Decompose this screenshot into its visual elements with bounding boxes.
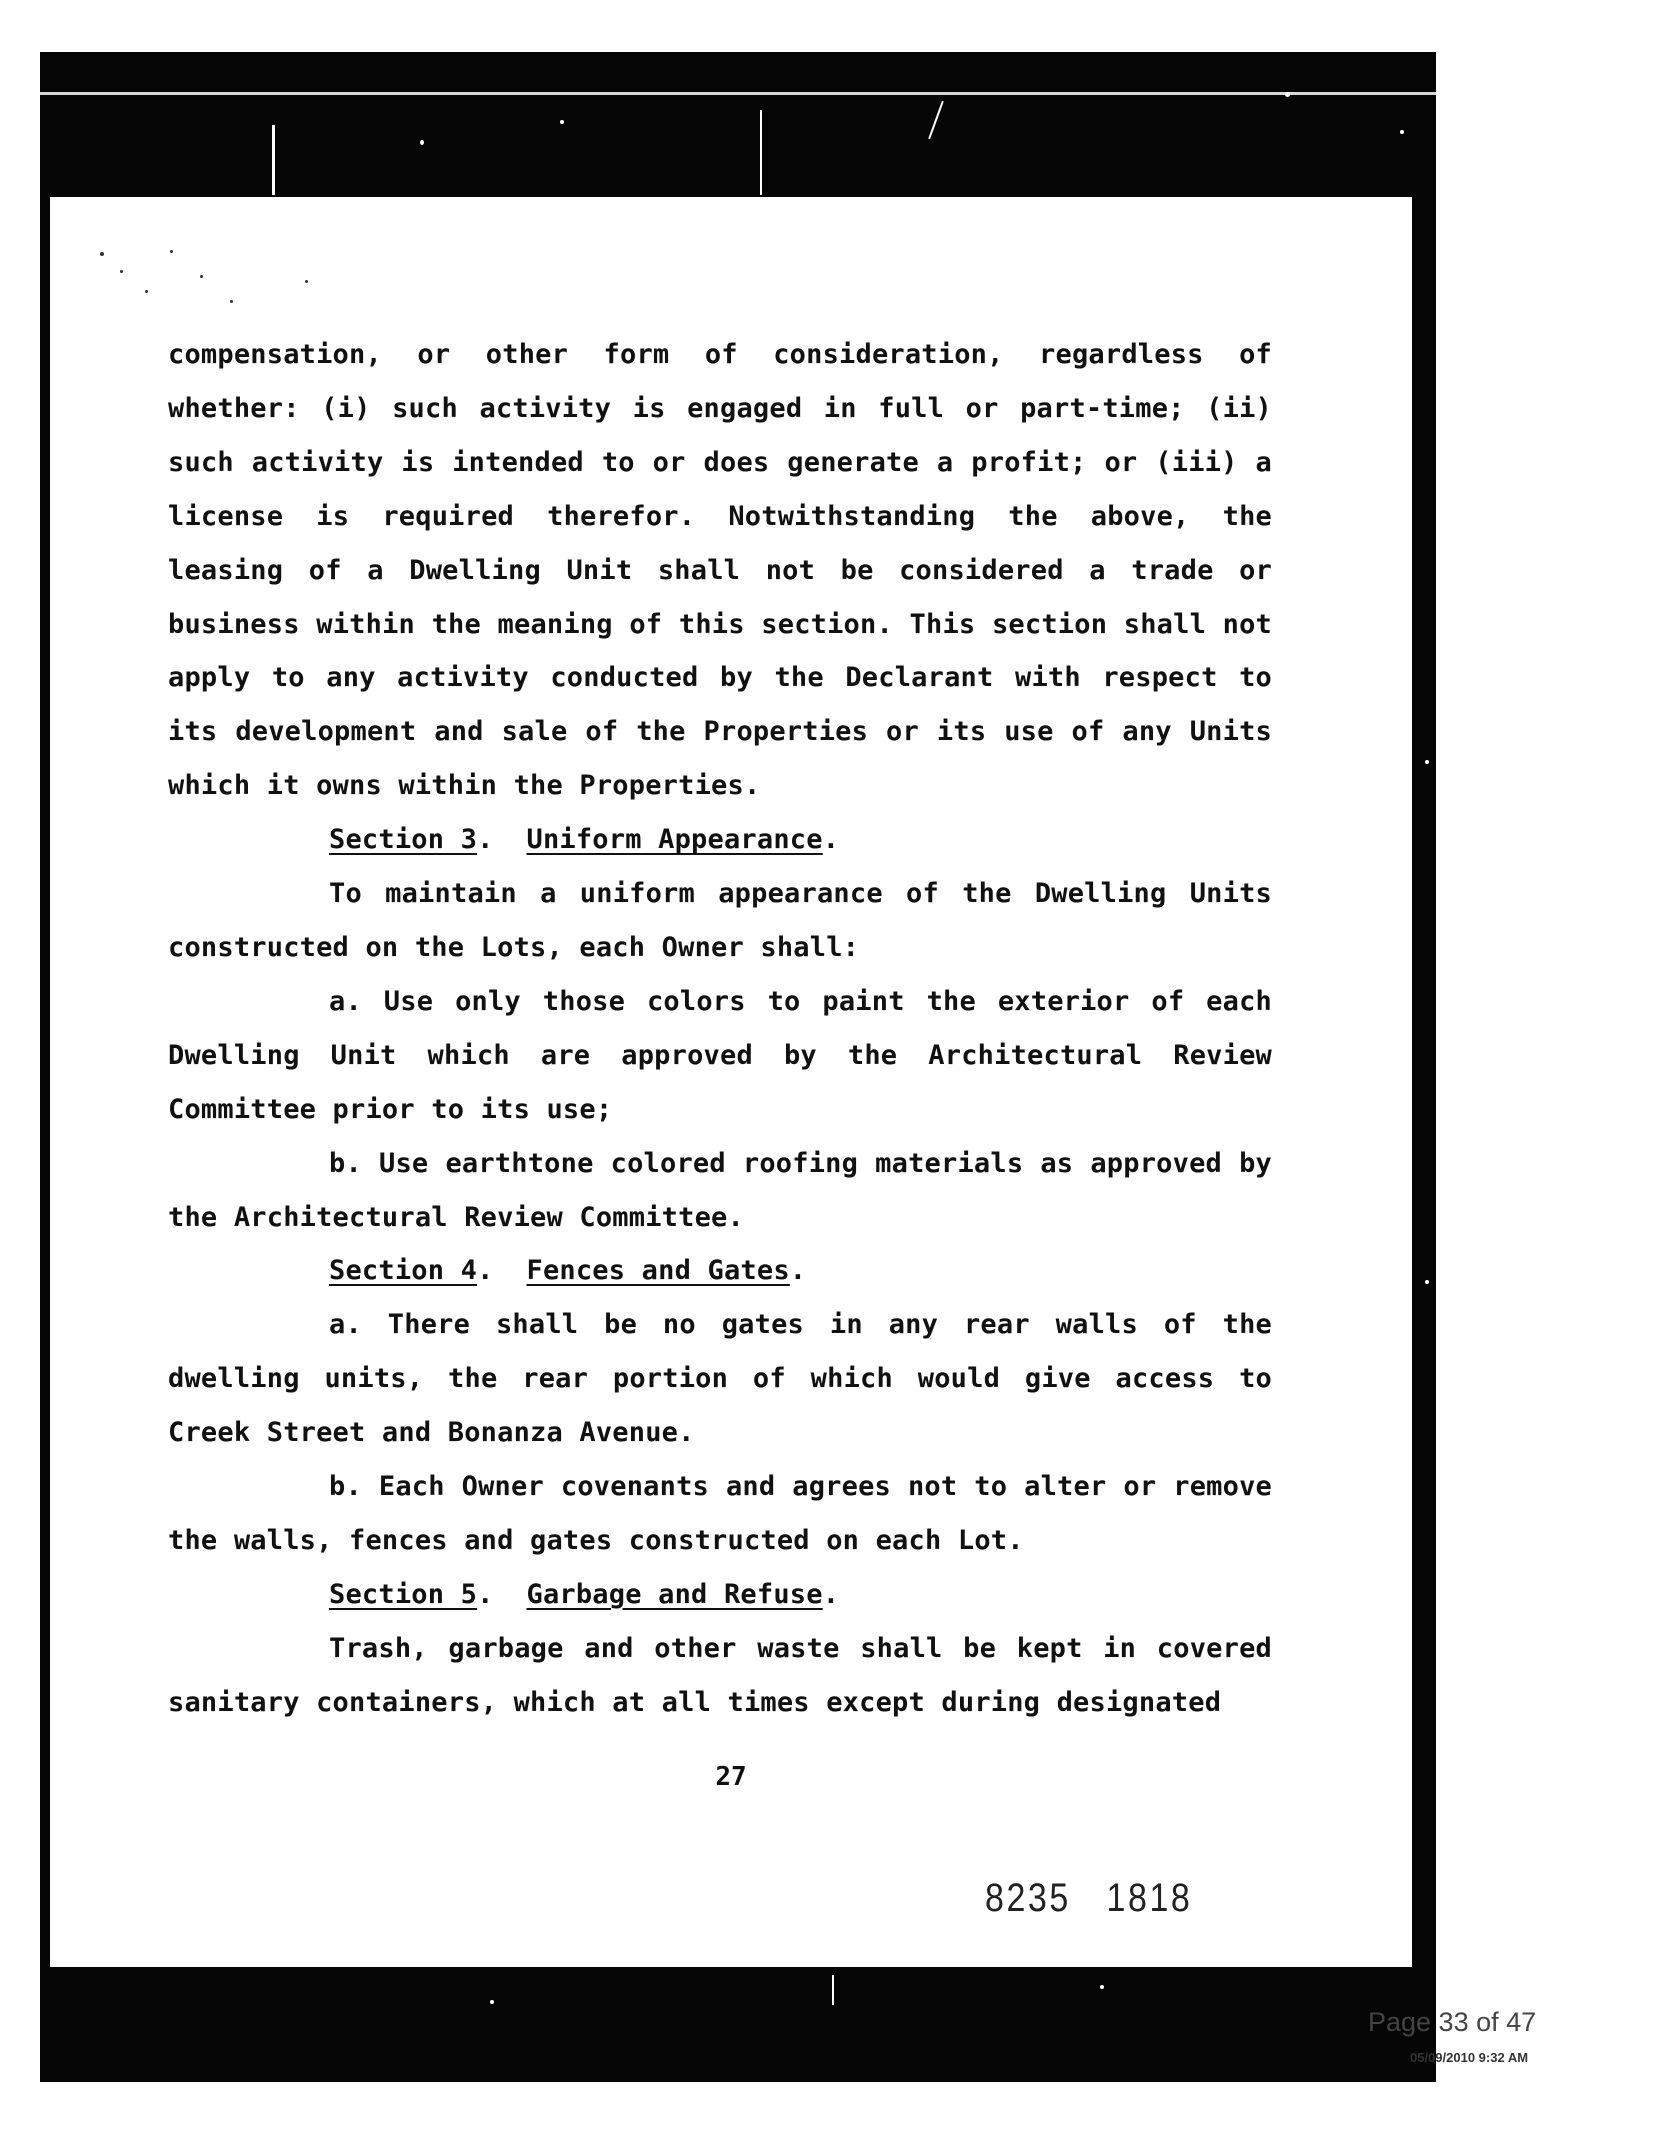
section-3-title: Uniform Appearance: [526, 824, 823, 856]
frame-scratch: [272, 125, 275, 195]
frame-speck: [490, 2000, 494, 2004]
section-5-heading: Section 5. Garbage and Refuse.: [329, 1578, 840, 1610]
paper-speck: [100, 252, 104, 256]
paper-speck: [145, 290, 148, 293]
section-5-title: Garbage and Refuse: [526, 1578, 823, 1610]
frame-scratch: [760, 110, 762, 195]
section-3-item-a: a. Use only those colors to paint the exterior of each Dwelling Unit which are approved by the Architectural Review Committee prior to its use;: [168, 985, 1272, 1125]
section-4-item-a: a. There shall be no gates in any rear walls of the dwelling units, the rear portion of which would give access to Creek Street and Bonanza Avenue.: [168, 1309, 1272, 1449]
section-5-number: Section 5: [329, 1578, 478, 1610]
viewer-page-counter: Page 33 of 47: [1368, 2007, 1537, 2037]
section-3-number: Section 3: [329, 824, 478, 856]
frame-speck: [1100, 1985, 1104, 1989]
frame-speck: [1285, 92, 1290, 97]
frame-speck: [560, 120, 564, 124]
paragraph-home-occupation: compensation, or other form of consideration, regardless of whether: (i) such activity is engaged in full or part-time; (ii) such activity is intended to or does generate a profit; or (iii) a license is required therefor. Notwithstanding the above, the leasing of a Dwelling Unit shall not be considered a trade or business within the meaning of this section. This section shall not apply to any activity conducted by the Declarant with respect to its development and sale of the Properties or its use of any Units which it owns within the Properties.: [168, 339, 1272, 802]
viewer-timestamp: 05/09/2010 9:32 AM: [1410, 2050, 1529, 2065]
section-3-intro: To maintain a uniform appearance of the Dwelling Units constructed on the Lots, each Owner shall:: [168, 878, 1272, 963]
document-body: [168, 328, 1272, 1730]
page-number: 27: [715, 1762, 747, 1792]
frame-speck: [1425, 760, 1429, 764]
section-4-heading: Section 4. Fences and Gates.: [329, 1255, 807, 1287]
frame-scratch: [832, 1975, 834, 2005]
paper-speck: [120, 270, 123, 273]
frame-speck: [1425, 1280, 1429, 1284]
section-3-item-b: b. Use earthtone colored roofing materials as approved by the Architectural Review Committee.: [168, 1147, 1272, 1233]
frame-edge-line: [40, 92, 1436, 95]
recording-stamp: [985, 1876, 1228, 1921]
paper-speck: [305, 280, 308, 283]
recording-book-number: 8235: [985, 1876, 1071, 1920]
section-4-title: Fences and Gates: [526, 1255, 790, 1287]
recording-page-number: 1818: [1106, 1876, 1193, 1920]
paper-speck: [170, 250, 173, 253]
section-4-number: Section 4: [329, 1255, 478, 1287]
paper-speck: [230, 300, 233, 303]
section-4-item-b: b. Each Owner covenants and agrees not to alter or remove the walls, fences and gates constructed on each Lot.: [168, 1471, 1272, 1556]
frame-speck: [420, 140, 424, 145]
section-5-paragraph: Trash, garbage and other waste shall be kept in covered sanitary containers, which at all times except during designated: [168, 1632, 1272, 1718]
paper-speck: [200, 275, 203, 278]
section-3-heading: Section 3. Uniform Appearance.: [329, 824, 840, 856]
frame-speck: [1400, 130, 1404, 134]
